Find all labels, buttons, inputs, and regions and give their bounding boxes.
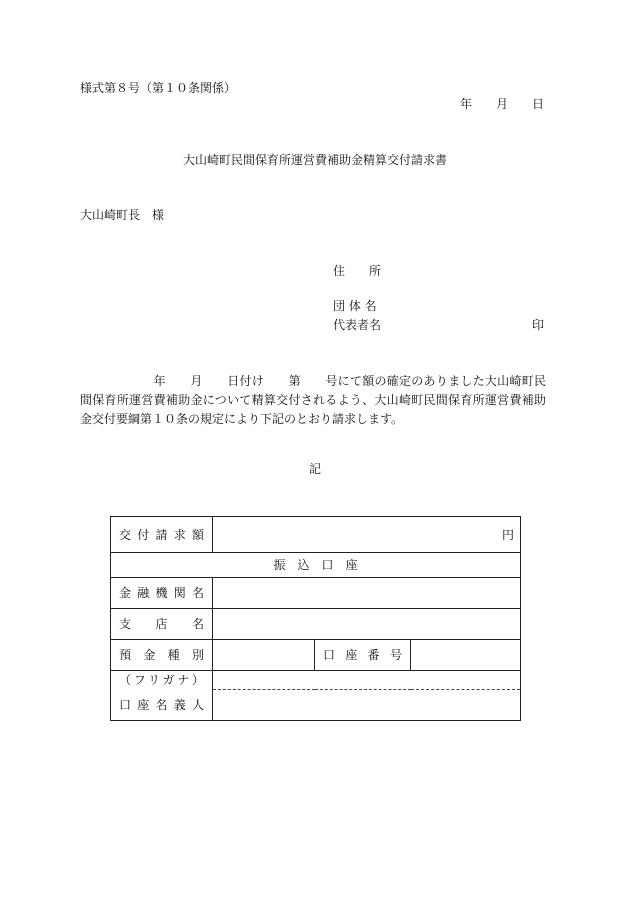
organization-name-label: 団 体 名 (333, 299, 377, 313)
branch-name-field[interactable] (213, 609, 521, 640)
addressee: 大山崎町長 様 (80, 208, 165, 222)
seal-mark: 印 (531, 318, 544, 332)
deposit-type-label: 預金種別 (111, 640, 213, 671)
request-table (110, 516, 521, 721)
account-holder-field[interactable] (213, 690, 521, 721)
request-amount-field[interactable] (213, 517, 521, 553)
deposit-type-field[interactable] (213, 640, 315, 671)
table-row-account-holder (111, 690, 521, 721)
request-body-text: 年 月 日付け 第 号にて額の確定のありました大山崎町民間保育所運営費補助金について精算交付されるよう、大山崎町民間保育所運営費補助金交付要綱第１０条の規定により下記のとおり請求します。 (80, 374, 546, 426)
ki-heading: 記 (308, 462, 321, 476)
transfer-account-heading: 振 込 口 座 (111, 553, 521, 578)
account-holder-label: 口座名義人 (111, 690, 213, 721)
bank-name-label: 金融機関名 (111, 578, 213, 609)
furigana-field[interactable] (213, 671, 521, 690)
account-number-label: 口座番号 (315, 640, 411, 671)
document-title: 大山崎町民間保育所運営費補助金精算交付請求書 (182, 153, 447, 167)
yen-unit: 円 (502, 527, 515, 542)
branch-name-label: 支 店 名 (111, 609, 213, 640)
table-row-furigana (111, 671, 521, 690)
representative-name-label: 代表者名 (333, 318, 382, 332)
table-row-request-amount (111, 517, 521, 553)
account-number-field[interactable] (411, 640, 521, 671)
request-amount-label: 交付請求額 (111, 517, 213, 553)
form-number: 様式第８号（第１０条関係） (80, 81, 237, 95)
address-label: 住 所 (333, 264, 382, 278)
furigana-label: （フリガナ） (111, 671, 213, 690)
date-line: 年 月 日 (459, 97, 544, 111)
table-row-branch (111, 609, 521, 640)
bank-name-field[interactable] (213, 578, 521, 609)
table-row-bank-name (111, 578, 521, 609)
table-row-deposit-account (111, 640, 521, 671)
table-row-transfer-heading (111, 553, 521, 578)
